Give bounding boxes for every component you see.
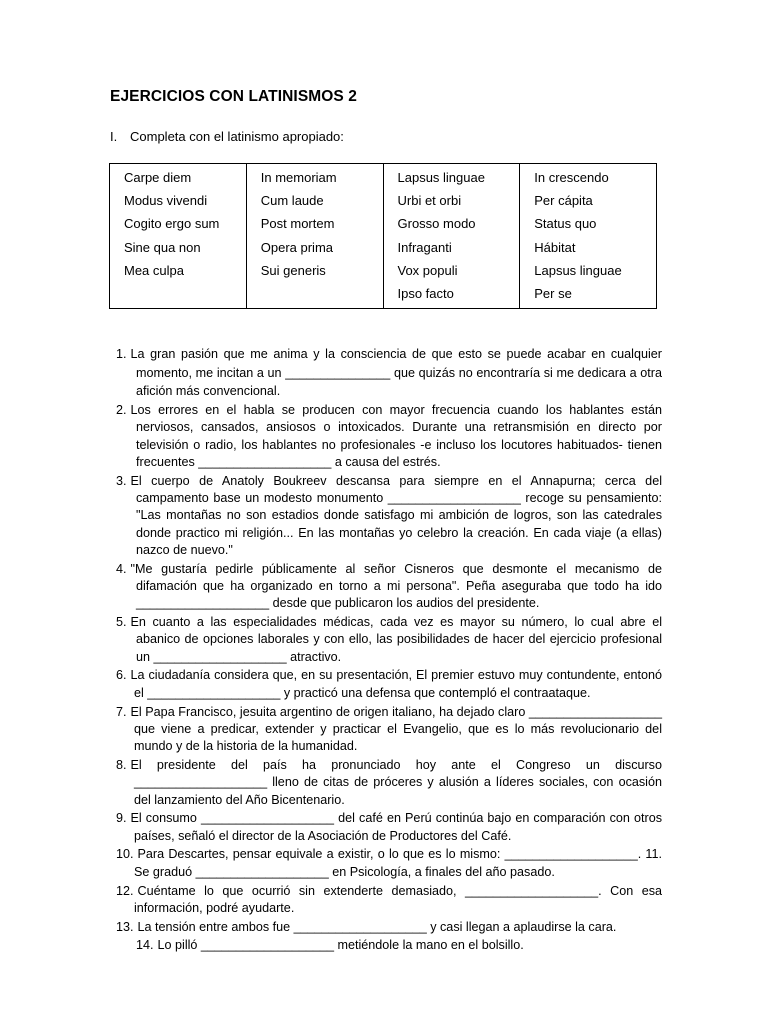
question-text: El consumo ___________________ del café en Perú continúa bajo en comparación con otros países, señaló el director de la Asociación de Productores del Café. [130, 811, 662, 843]
question-item [116, 345, 662, 401]
section-number: I. [110, 129, 118, 144]
question-number: 4. [116, 561, 127, 576]
word-bank-item: Sui generis [260, 262, 326, 278]
question-item [116, 667, 662, 702]
word-bank-item: Cogito ergo sum [124, 216, 220, 232]
question-number: 7. [116, 704, 127, 719]
question-text: Para Descartes, pensar equivale a existir, o lo que es lo mismo: ___________________. 11. Se graduó ___________________ en Psicología, a finales del año pasado. [134, 847, 662, 879]
question-number: 3. [116, 473, 127, 488]
word-bank-item: Hábitat [534, 239, 576, 255]
word-bank-item: Vox populi [397, 262, 458, 278]
question-text: En cuanto a las especialidades médicas, cada vez es mayor su número, lo cual abre el abanico de opciones laborales y con ello, las posibilidades de hacer del ejercicio profesional un ___________________ atractivo. [130, 615, 662, 664]
question-text: "Me gustaría pedirle públicamente al señor Cisneros que desmonte el mecanismo de difamación que ha organizado en torno a mi persona". Peña aseguraba que todo ha ido ___________________ desde que publicaron los audios del presidente. [130, 561, 662, 611]
word-bank-column [520, 164, 657, 309]
question-text: Lo pilló ___________________ metiéndole la mano en el bolsillo. [157, 938, 524, 953]
question-number: 6. [116, 668, 127, 683]
question-number: 12. [116, 883, 134, 898]
question-number: 10. [116, 847, 134, 862]
document-title: EJERCICIOS CON LATINISMOS 2 [110, 88, 357, 105]
word-bank-item: Lapsus linguae [534, 262, 622, 278]
question-text: El Papa Francisco, jesuita argentino de origen italiano, ha dejado claro ___________________ que viene a predicar, extender y practicar el Evangelio, que es lo más revolucionario del mundo y de la historia de la humanidad. [130, 704, 662, 754]
word-bank-item: Post mortem [260, 216, 335, 232]
word-bank-item: Status quo [534, 216, 597, 232]
word-bank-column [246, 164, 383, 309]
question-item [116, 810, 662, 845]
word-bank-item: Opera prima [260, 239, 333, 255]
question-text: El cuerpo de Anatoly Boukreev descansa para siempre en el Annapurna; cerca del campamento base un modesto monumento ___________________ recoge su pensamiento: "Las montañas no son estadios donde satisfago mi ambición de logros, son las catedrales donde practico mi religión... En las montañas yo celebro la creación. En cada viaje (a ellas) nazco de nuevo." [130, 473, 662, 557]
question-item [116, 473, 662, 559]
word-bank-item: Per cápita [534, 193, 593, 209]
question-text: La tensión entre ambos fue ___________________ y casi llegan a aplaudirse la cara. [137, 919, 617, 934]
question-text: Cuéntame lo que ocurrió sin extenderte demasiado, ___________________. Con esa información, podré ayudarte. [134, 883, 662, 915]
question-number: 8. [116, 757, 127, 772]
question-number: 1. [116, 347, 127, 361]
word-bank-column [383, 164, 520, 309]
question-number: 2. [116, 403, 127, 417]
question-item [116, 757, 662, 809]
word-bank-item: Carpe diem [124, 170, 192, 185]
question-number: 9. [116, 811, 127, 826]
word-bank-item: In memoriam [260, 170, 337, 185]
question-number: 14. [136, 938, 154, 953]
question-item [116, 561, 662, 613]
question-text: El presidente del país ha pronunciado hoy ante el Congreso un discurso ___________________ lleno de citas de próceres y alusión a líderes sociales, con ocasión del lanzamiento del Año Bicentenario. [130, 757, 662, 807]
question-text: La gran pasión que me anima y la consciencia de que esto se puede acabar en cualquier momento, me incitan a un _______________ que quizás no encontraría si me dedicara a otra afición más convencional. [130, 347, 662, 398]
question-text: La ciudadanía considera que, en su presentación, El premier estuvo muy contundente, entonó el ___________________ y practicó una defensa que contempló el contraataque. [130, 668, 662, 700]
question-text: Los errores en el habla se producen con mayor frecuencia cuando los hablantes están nerviosos, cansados, ansiosos o intoxicados. Durante una retransmisión en directo por televisión o radio, los hablantes no profesionales -e incluso los locutores habituados- tienen frecuentes ___________________ a causa del estrés. [130, 403, 662, 469]
question-item [116, 919, 662, 936]
question-item [116, 704, 662, 756]
question-item [116, 614, 662, 666]
word-bank-table [109, 163, 657, 309]
word-bank-item: Per se [534, 285, 572, 301]
word-bank-item: Sine qua non [124, 239, 201, 255]
question-item [116, 846, 662, 881]
word-bank-item: Mea culpa [124, 262, 184, 278]
word-bank-item: Cum laude [260, 193, 324, 209]
word-bank-column [110, 164, 247, 309]
question-item [116, 883, 662, 918]
word-bank-item: Modus vivendi [124, 193, 208, 209]
question-list [116, 345, 662, 956]
word-bank-item: Infraganti [397, 239, 452, 255]
question-item [116, 402, 662, 471]
word-bank-item: Urbi et orbi [397, 193, 462, 209]
word-bank-item: Ipso facto [397, 285, 454, 301]
word-bank-item: Lapsus linguae [397, 170, 485, 185]
word-bank-item: Grosso modo [397, 216, 476, 232]
instruction [110, 129, 344, 144]
question-number: 5. [116, 615, 127, 630]
question-number: 13. [116, 919, 134, 934]
question-item [116, 937, 662, 954]
word-bank-item: In crescendo [534, 170, 609, 185]
instruction-text: Completa con el latinismo apropiado: [130, 129, 344, 144]
